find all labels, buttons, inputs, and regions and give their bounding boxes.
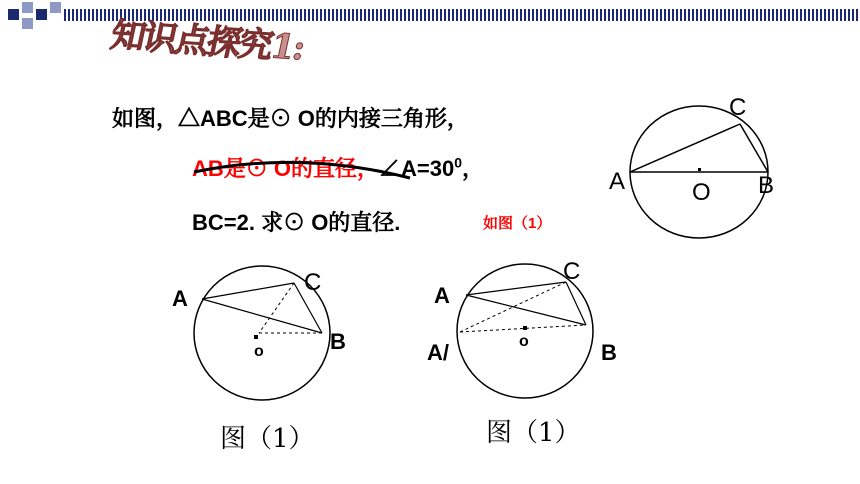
problem-line-3: BC=2. 求⊙ O的直径. <box>192 210 401 235</box>
right-center-dot <box>523 326 527 330</box>
right-chord-AC <box>466 282 566 295</box>
left-radius-OC <box>259 283 294 333</box>
main-label-C: C <box>729 94 747 121</box>
figure-reference: 如图（1） <box>483 215 552 232</box>
right-label-A-prime: A/ <box>427 340 449 365</box>
problem-line-1: 如图，△ABC是⊙ O的内接三角形， <box>112 106 469 131</box>
main-label-B: B <box>758 172 775 199</box>
degree-superscript: 0 <box>454 154 463 171</box>
struck-diameter-text: AB是⊙ O的直径， <box>192 156 380 181</box>
left-label-B: B <box>330 329 346 354</box>
right-label-B: B <box>601 340 617 365</box>
angle-text: ∠A=30 <box>379 156 455 181</box>
left-label-O: o <box>254 343 264 360</box>
right-chord-CB <box>566 282 586 325</box>
main-label-A: A <box>609 168 626 195</box>
right-caption: 图（1） <box>486 418 581 448</box>
left-label-A: A <box>172 286 188 311</box>
right-label-C: C <box>563 258 581 285</box>
main-chord-AC <box>630 124 740 172</box>
strike-through-line <box>194 162 410 178</box>
main-center-dot <box>698 168 701 171</box>
figure-main <box>630 106 768 238</box>
right-label-A: A <box>434 283 450 308</box>
left-caption: 图（1） <box>220 424 315 454</box>
left-chord-AC <box>202 283 294 299</box>
left-center-dot <box>254 335 258 339</box>
slide-heading: 知识点探究1: <box>107 15 308 69</box>
right-label-O: o <box>519 333 529 350</box>
main-label-O: O <box>692 179 711 206</box>
left-label-C: C <box>304 269 322 296</box>
line-2-punct: ， <box>462 156 485 181</box>
